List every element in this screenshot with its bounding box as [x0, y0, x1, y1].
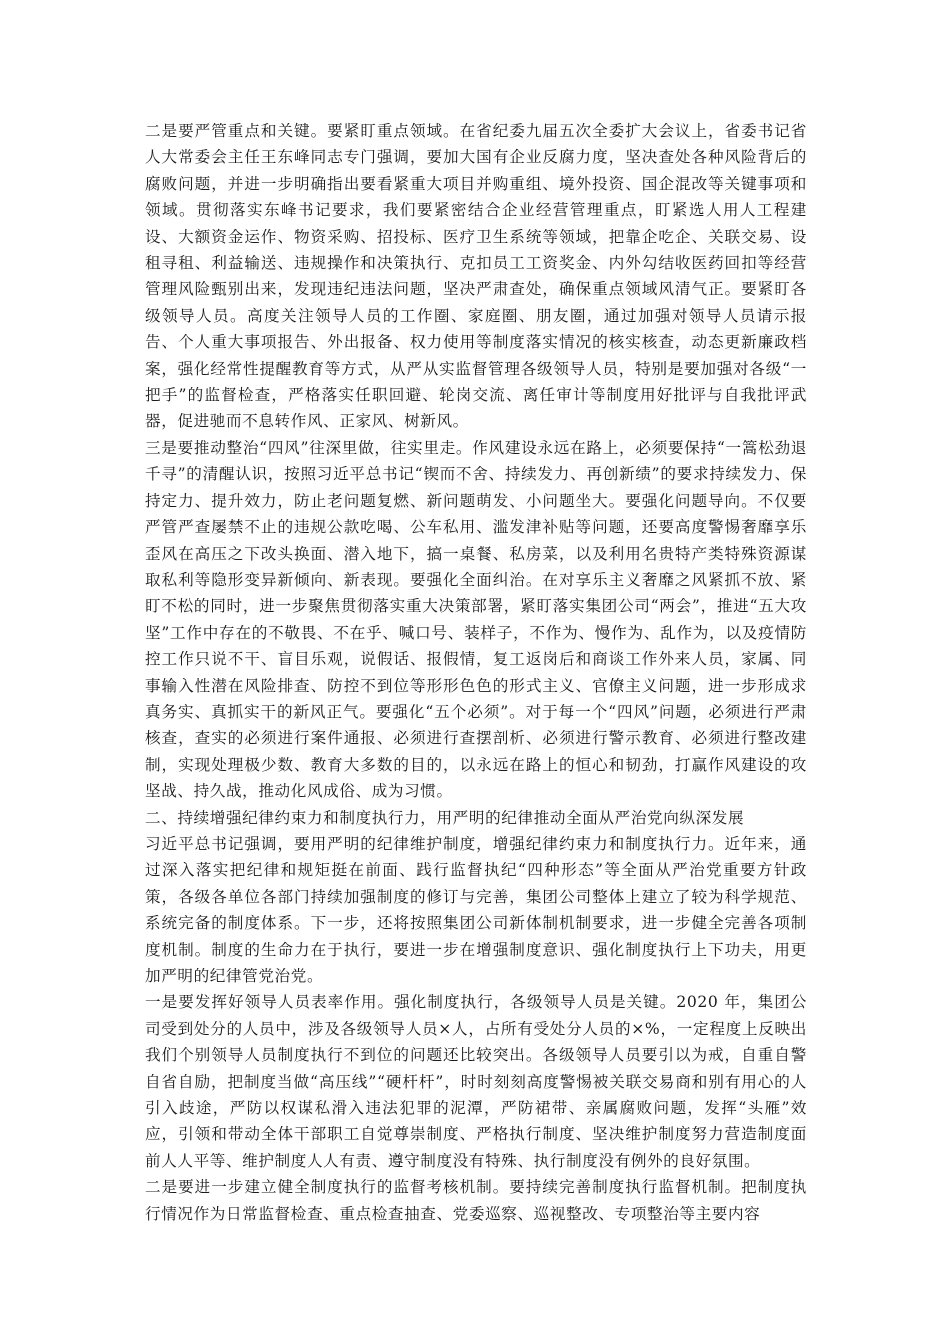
paragraph-four-winds-rectification: 三是要推动整治“四风”往深里做，往实里走。作风建设永远在路上，必须要保持“一篙松劲退千寻”的清醒认识，按照习近平总书记“锲而不舍、持续发力、再创新绩”的要求持续发力、保持定力、提升效力，防止老问题复燃、新问题萌发、小问题坐大。要强化问题导向。不仅要严管严查屡禁不止的违规公款吃喝、公车私用、滥发津补贴等问题，还要高度警惕奢靡享乐歪风在高压之下改头换面、潜入地下，搞一桌餐、私房菜，以及利用名贵特产类特殊资源谋取私利等隐形变异新倾向、新表现。要强化全面纠治。在对享乐主义奢靡之风紧抓不放、紧盯不松的同时，进一步聚焦贯彻落实重大决策部署，紧盯落实集团公司“两会”，推进“五大攻坚”工作中存在的不敬畏、不在乎、喊口号、装样子，不作为、慢作为、乱作为，以及疫情防控工作只说不干、盲目乐观，说假话、报假情，复工返岗后和商谈工作外来人员，家属、同事输入性潜在风险排查、防控不到位等形形色色的形式主义、官僚主义问题，进一步形成求真务实、真抓实干的新风正气。要强化“五个必须”。对于每一个“四风”问题，必须进行严肃核查，查实的必须进行案件通报、必须进行查摆剖析、必须进行警示教育、必须进行整改建制，实现处理极少数、教育大多数的目的，以永远在路上的恒心和韧劲，打赢作风建设的攻坚战、持久战，推动化风成俗、成为习惯。	[145, 438, 807, 801]
paragraph-supervision-mechanism: 二是要进一步建立健全制度执行的监督考核机制。要持续完善制度执行监督机制。把制度执行情况作为日常监督检查、重点检查抽查、党委巡察、巡视整改、专项整治等主要内容	[145, 1178, 807, 1223]
paragraph-strict-control-key-areas: 二是要严管重点和关键。要紧盯重点领域。在省纪委九届五次全委扩大会议上，省委书记省人大常委会主任王东峰同志专门强调，要加大国有企业反腐力度，坚决查处各种风险背后的腐败问题，并进一步明确指出要看紧重大项目并购重组、境外投资、国企混改等关键事项和领域。贯彻落实东峰书记要求，我们要紧密结合企业经营管理重点，盯紧选人用人工程建设、大额资金运作、物资采购、招投标、医疗卫生系统等领域，把靠企吃企、关联交易、设租寻租、利益输送、违规操作和决策执行、克扣员工工资奖金、内外勾结收医药回扣等经营管理风险甄别出来，发现违纪违法问题，坚决严肃查处，确保重点领域风清气正。要紧盯各级领导人员。高度关注领导人员的工作圈、家庭圈、朋友圈，通过加强对领导人员请示报告、个人重大事项报告、外出报备、权力使用等制度落实情况的核实核查，动态更新廉政档案，强化经常性提醒教育等方式，从严从实监督管理各级领导人员，特别是要加强对各级“一把手”的监督检查，严格落实任职回避、轮岗交流、离任审计等制度用好批评与自我批评武器，促进驰而不息转作风、正家风、树新风。	[145, 122, 807, 431]
paragraph-discipline-intro: 习近平总书记强调，要用严明的纪律维护制度，增强纪律约束力和制度执行力。近年来，通过深入落实把纪律和规矩挺在前面、践行监督执纪“四种形态”等全面从严治党重要方针政策，各级各单位各部门持续加强制度的修订与完善，集团公司整体上建立了较为科学规范、系统完备的制度体系。下一步，还将按照集团公司新体制机制要求，进一步健全完善各项制度机制。制度的生命力在于执行，要进一步在增强制度意识、强化制度执行上下功夫，用更加严明的纪律管党治党。	[145, 834, 807, 985]
section-heading-discipline: 二、持续增强纪律约束力和制度执行力，用严明的纪律推动全面从严治党向纵深发展	[145, 808, 745, 827]
document-page	[145, 118, 807, 1227]
paragraph-leader-example: 一是要发挥好领导人员表率作用。强化制度执行，各级领导人员是关键。2020 年，集团公司受到处分的人员中，涉及各级领导人员×人，占所有受处分人员的×%，一定程度上反映出我们个别领导人员制度执行不到位的问题还比较突出。各级领导人员要引以为戒，自重自警自省自励，把制度当做“高压线”“硬杆杆”，时时刻刻高度警惕被关联交易商和别有用心的人引入歧途，严防以权谋私滑入违法犯罪的泥潭，严防裙带、亲属腐败问题，发挥“头雁”效应，引领和带动全体干部职工自觉尊崇制度、严格执行制度、坚决维护制度努力营造制度面前人人平等、维护制度人人有责、遵守制度没有特殊、执行制度没有例外的良好氛围。	[145, 993, 807, 1170]
